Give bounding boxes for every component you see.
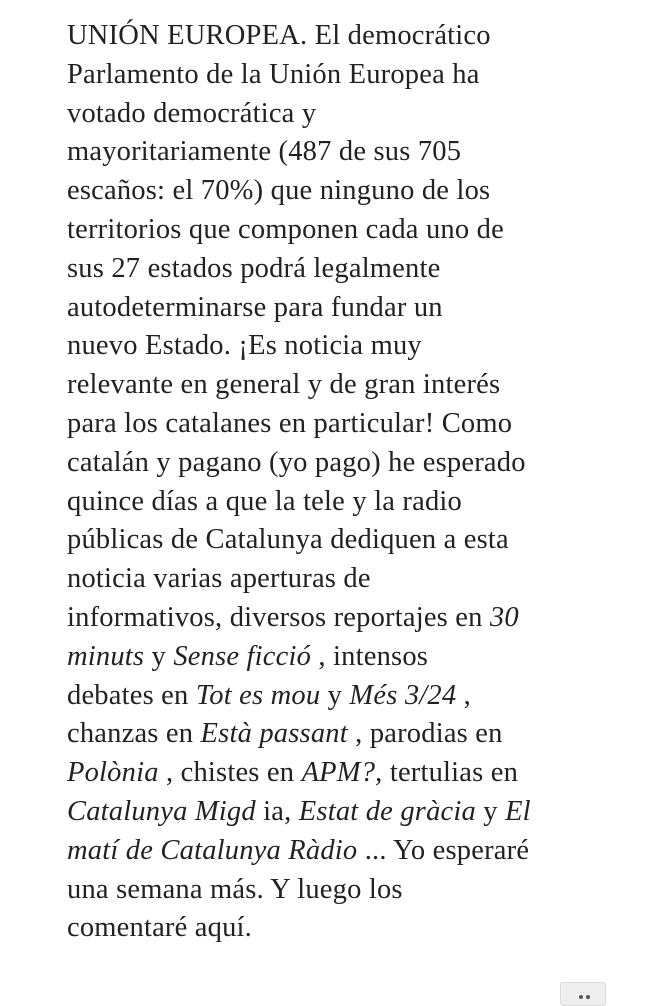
text-line	[67, 871, 647, 910]
text-segment: sus 27 estados podrá legalmente	[67, 252, 441, 284]
text-segment: relevante en general y de gran interés	[67, 369, 501, 401]
text-line	[67, 560, 647, 599]
italic-title: Està passant	[200, 718, 348, 750]
italic-title: Catalunya Migd	[67, 795, 256, 827]
text-segment: mayoritariamente (487 de sus 705	[67, 136, 462, 168]
text-line	[67, 754, 647, 793]
italic-title: 30	[489, 601, 519, 633]
text-segment: comentaré aquí.	[67, 912, 252, 944]
text-segment: Parlamento de la Unión Europea ha	[67, 58, 480, 90]
text-segment: debates en	[67, 679, 196, 711]
text-line	[67, 483, 647, 522]
text-segment: y	[320, 679, 350, 711]
text-line	[67, 715, 647, 754]
more-options-button[interactable]	[560, 982, 606, 1006]
italic-title: Més 3/24	[349, 679, 457, 711]
text-line	[67, 56, 647, 95]
text-line	[67, 289, 647, 328]
text-segment: , parodias en	[347, 718, 503, 750]
text-line	[67, 250, 647, 289]
text-segment: noticia varias aperturas de	[67, 563, 371, 595]
text-segment: para los catalanes en particular! Como	[67, 407, 513, 439]
italic-title: Polònia	[67, 757, 159, 789]
text-segment: informativos, diversos reportajes en	[67, 601, 490, 633]
text-segment: , intensos	[311, 640, 429, 672]
text-segment: votado democrática y	[67, 97, 317, 129]
text-segment: autodeterminarse para fundar un	[67, 291, 443, 323]
text-segment: territorios que componen cada uno de	[67, 213, 504, 245]
text-segment: ... Yo esperaré	[357, 834, 530, 866]
ellipsis-icon	[579, 995, 583, 999]
text-line	[67, 211, 647, 250]
text-line	[67, 95, 647, 134]
text-line	[67, 521, 647, 560]
text-line	[67, 327, 647, 366]
text-segment: escaños: el 70%) que ninguno de los	[67, 175, 491, 207]
text-segment: nuevo Estado. ¡Es noticia muy	[67, 330, 422, 362]
italic-title: APM?,	[301, 757, 383, 789]
text-line	[67, 405, 647, 444]
text-line	[67, 677, 647, 716]
text-line	[67, 832, 647, 871]
text-segment: ia,	[255, 795, 299, 827]
text-line	[67, 444, 647, 483]
text-segment: y	[144, 640, 174, 672]
text-segment: una semana más. Y luego los	[67, 873, 403, 905]
text-segment: UNIÓN EUROPEA. El democrático	[67, 20, 491, 51]
italic-title: Sense ficció	[173, 640, 312, 672]
text-segment: y	[475, 795, 506, 827]
article-body	[67, 17, 647, 948]
text-line	[67, 133, 647, 172]
text-line	[67, 638, 647, 677]
text-line	[67, 909, 647, 948]
text-line	[67, 793, 647, 832]
text-segment: catalán y pagano (yo pago) he esperado	[67, 446, 526, 478]
text-line	[67, 599, 647, 638]
text-segment: , chistes en	[158, 757, 302, 789]
italic-title: matí de Catalunya Ràdio	[67, 834, 358, 866]
italic-title: Tot es mou	[195, 679, 321, 711]
text-line	[67, 172, 647, 211]
text-segment: tertulias en	[382, 757, 519, 789]
italic-title: Estat de gràcia	[298, 795, 476, 827]
italic-title: El	[505, 795, 531, 827]
text-segment: chanzas en	[67, 718, 201, 750]
text-line	[67, 366, 647, 405]
text-segment: ,	[456, 679, 471, 711]
text-segment: quince días a que la tele y la radio	[67, 485, 462, 517]
text-segment: públicas de Catalunya dediquen a esta	[67, 524, 509, 556]
italic-title: minuts	[67, 640, 145, 672]
text-line	[67, 17, 647, 56]
